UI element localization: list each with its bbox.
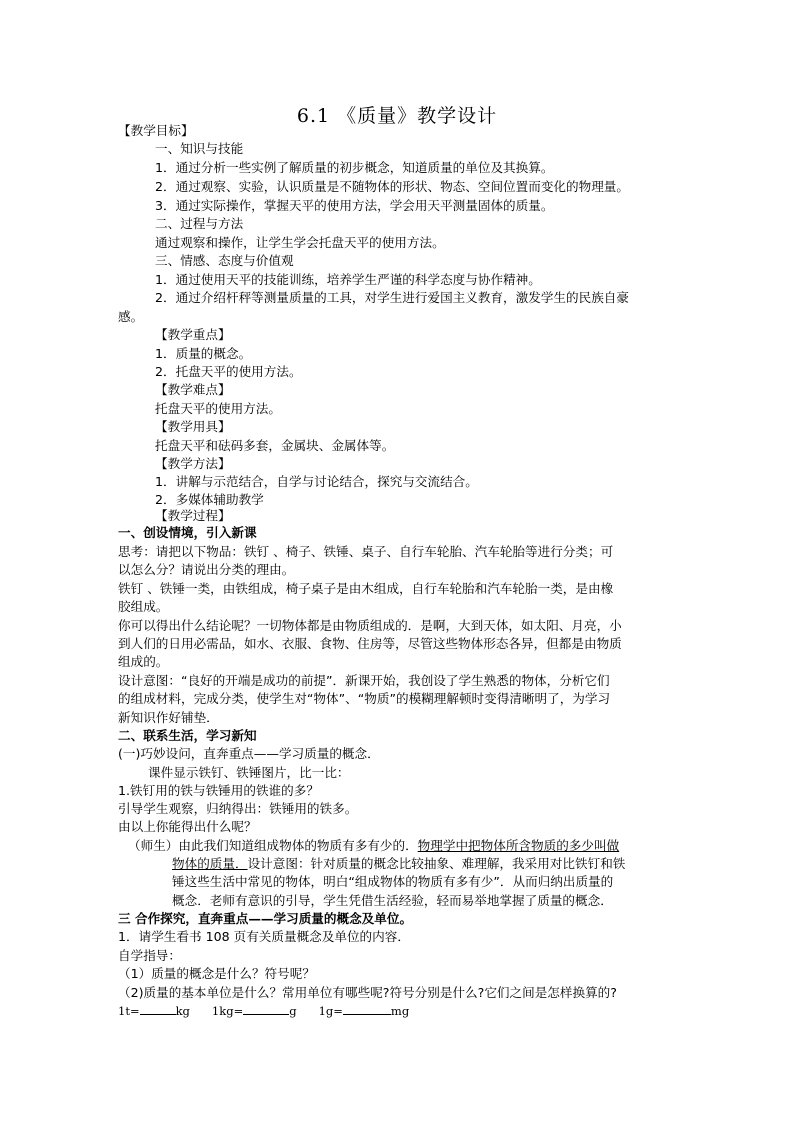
teacher-line-2 xyxy=(172,856,625,872)
conclusion-line-2: 到人们的日用必需品，如水、衣服、食物、住房等，尽管这些物体形态各异，但都是由物质 xyxy=(118,636,622,651)
method-2: 2．多媒体辅助教学 xyxy=(155,492,264,507)
teacher-line-1-plain: 由此我们知道组成物体的物质有多有少的． xyxy=(178,838,418,853)
teacher-student-label: （师生） xyxy=(128,838,179,853)
intent-line-2: 的组成材料，完成分类，使学生对“物体”、“物质”的模糊理解顿时变得清晰明了，为学习 xyxy=(118,691,611,706)
conversion-kg-g-blank[interactable] xyxy=(243,1003,289,1015)
difficulty-text: 托盘天平的使用方法。 xyxy=(155,401,281,416)
teacher-line-2-plain: 设计意图：针对质量的概念比较抽象、难理解，我采用对比铁钉和铁 xyxy=(247,856,626,871)
conversion-g-unit: mg xyxy=(390,1004,410,1018)
tools-text: 托盘天平和砝码多套，金属块、金属体等。 xyxy=(155,438,395,453)
process-method-heading: 二、过程与方法 xyxy=(155,216,244,231)
self-study-question-1: （1）质量的概念是什么？符号呢？ xyxy=(118,966,315,981)
read-instruction: 1．请学生看书 108 页有关质量概念及单位的内容． xyxy=(118,929,410,944)
question-1: 1.铁钉用的铁与铁锤用的铁谁的多？ xyxy=(118,783,319,798)
objectives-heading: 【教学目标】 xyxy=(118,123,194,138)
answer-line-2: 胶组成。 xyxy=(118,599,169,614)
conversion-kg-prefix: 1kg= xyxy=(211,1004,244,1018)
courseware-text: 课件显示铁钉、铁锤图片，比一比： xyxy=(148,765,350,780)
teacher-line-4: 概念．老师有意识的引导，学生凭借生活经验，轻而易举地掌握了质量的概念． xyxy=(172,893,613,908)
conversion-kg-unit: g xyxy=(289,1004,297,1018)
self-study-question-2: （2)质量的基本单位是什么？常用单位有哪些呢?符号分别是什么?它们之间是怎样换算的? xyxy=(118,985,617,1000)
emotion-item-1: 1．通过使用天平的技能训练，培养学生严谨的科学态度与协作精神。 xyxy=(155,272,541,287)
document-title: 6.1 《质量》教学设计 xyxy=(296,105,498,127)
conversion-g-prefix: 1g= xyxy=(318,1004,343,1018)
methods-heading: 【教学方法】 xyxy=(155,456,231,471)
knowledge-item-3: 3．通过实际操作，掌握天平的使用方法，学会用天平测量固体的质量。 xyxy=(155,198,554,213)
ask-text: 由以上你能得出什么呢？ xyxy=(118,819,257,834)
conclusion-line-3: 组成的。 xyxy=(118,654,169,669)
teaching-process-heading: 【教学过程】 xyxy=(155,508,231,523)
conversion-t-unit: kg xyxy=(175,1004,190,1018)
key-point-1: 1．质量的概念。 xyxy=(155,346,252,361)
think-line-2: 以怎么分？请说出分类的理由。 xyxy=(118,562,295,577)
section-3-heading: 三 合作探究，直奔重点——学习质量的概念及单位。 xyxy=(118,911,413,926)
key-points-heading: 【教学重点】 xyxy=(155,327,231,342)
key-point-2: 2．托盘天平的使用方法。 xyxy=(155,364,302,379)
intent-line-3: 新知识作好铺垫． xyxy=(118,710,219,725)
section-2-sub-heading: (一)巧妙设问，直奔重点——学习质量的概念． xyxy=(118,746,380,761)
knowledge-item-2: 2．通过观察、实验，认识质量是不随物体的形状、物态、空间位置而变化的物理量。 xyxy=(155,179,629,194)
process-method-text: 通过观察和操作，让学生学会托盘天平的使用方法。 xyxy=(155,235,445,250)
conversion-g-mg-blank[interactable] xyxy=(343,1003,391,1015)
mass-definition-part-2: 物体的质量． xyxy=(172,856,248,871)
mass-definition-part-1: 物理学中把物体所含物质的多少叫做 xyxy=(417,838,620,853)
emotion-heading: 三、情感、态度与价值观 xyxy=(155,253,294,268)
answer-line-1: 铁钉 、铁锤一类，由铁组成，椅子桌子是由木组成，自行车轮胎和汽车轮胎一类，是由橡 xyxy=(118,581,614,596)
think-line-1: 思考：请把以下物品：铁钉 、椅子、铁锤、桌子、自行车轮胎、汽车轮胎等进行分类；可 xyxy=(118,544,614,559)
conversion-t-prefix: 1t= xyxy=(118,1004,140,1018)
conversion-t-kg-blank[interactable] xyxy=(140,1003,176,1015)
method-1: 1．讲解与示范结合，自学与讨论结合，探究与交流结合。 xyxy=(155,474,478,489)
unit-conversion-line xyxy=(118,1003,409,1019)
section-1-heading: 一、创设情境，引入新课 xyxy=(118,525,257,540)
self-study-label: 自学指导： xyxy=(118,948,181,963)
knowledge-heading: 一、知识与技能 xyxy=(155,141,244,156)
section-2-heading: 二、联系生活，学习新知 xyxy=(118,728,257,743)
guide-text: 引导学生观察，归纳得出：铁锤用的铁多。 xyxy=(118,801,358,816)
difficulty-heading: 【教学难点】 xyxy=(155,382,231,397)
conclusion-line-1: 你可以得出什么结论呢？一切物体都是由物质组成的．是啊，大到天体，如太阳、月亮，小 xyxy=(118,618,622,633)
tools-heading: 【教学用具】 xyxy=(155,419,231,434)
teacher-student-paragraph xyxy=(128,838,619,854)
intent-line-1: 设计意图：“良好的开端是成功的前提”．新课开始，我创设了学生熟悉的物体，分析它们 xyxy=(118,673,610,688)
emotion-item-2-line-2: 感。 xyxy=(118,309,144,324)
teacher-line-3: 锤这些生活中常见的物体，明白“组成物体的物质有多有少”．从而归纳出质量的 xyxy=(172,874,614,889)
emotion-item-2-line-1: 2．通过介绍杆秤等测量质量的工具，对学生进行爱国主义教育，激发学生的民族自豪 xyxy=(155,290,629,305)
knowledge-item-1: 1．通过分析一些实例了解质量的初步概念，知道质量的单位及其换算。 xyxy=(155,160,554,175)
